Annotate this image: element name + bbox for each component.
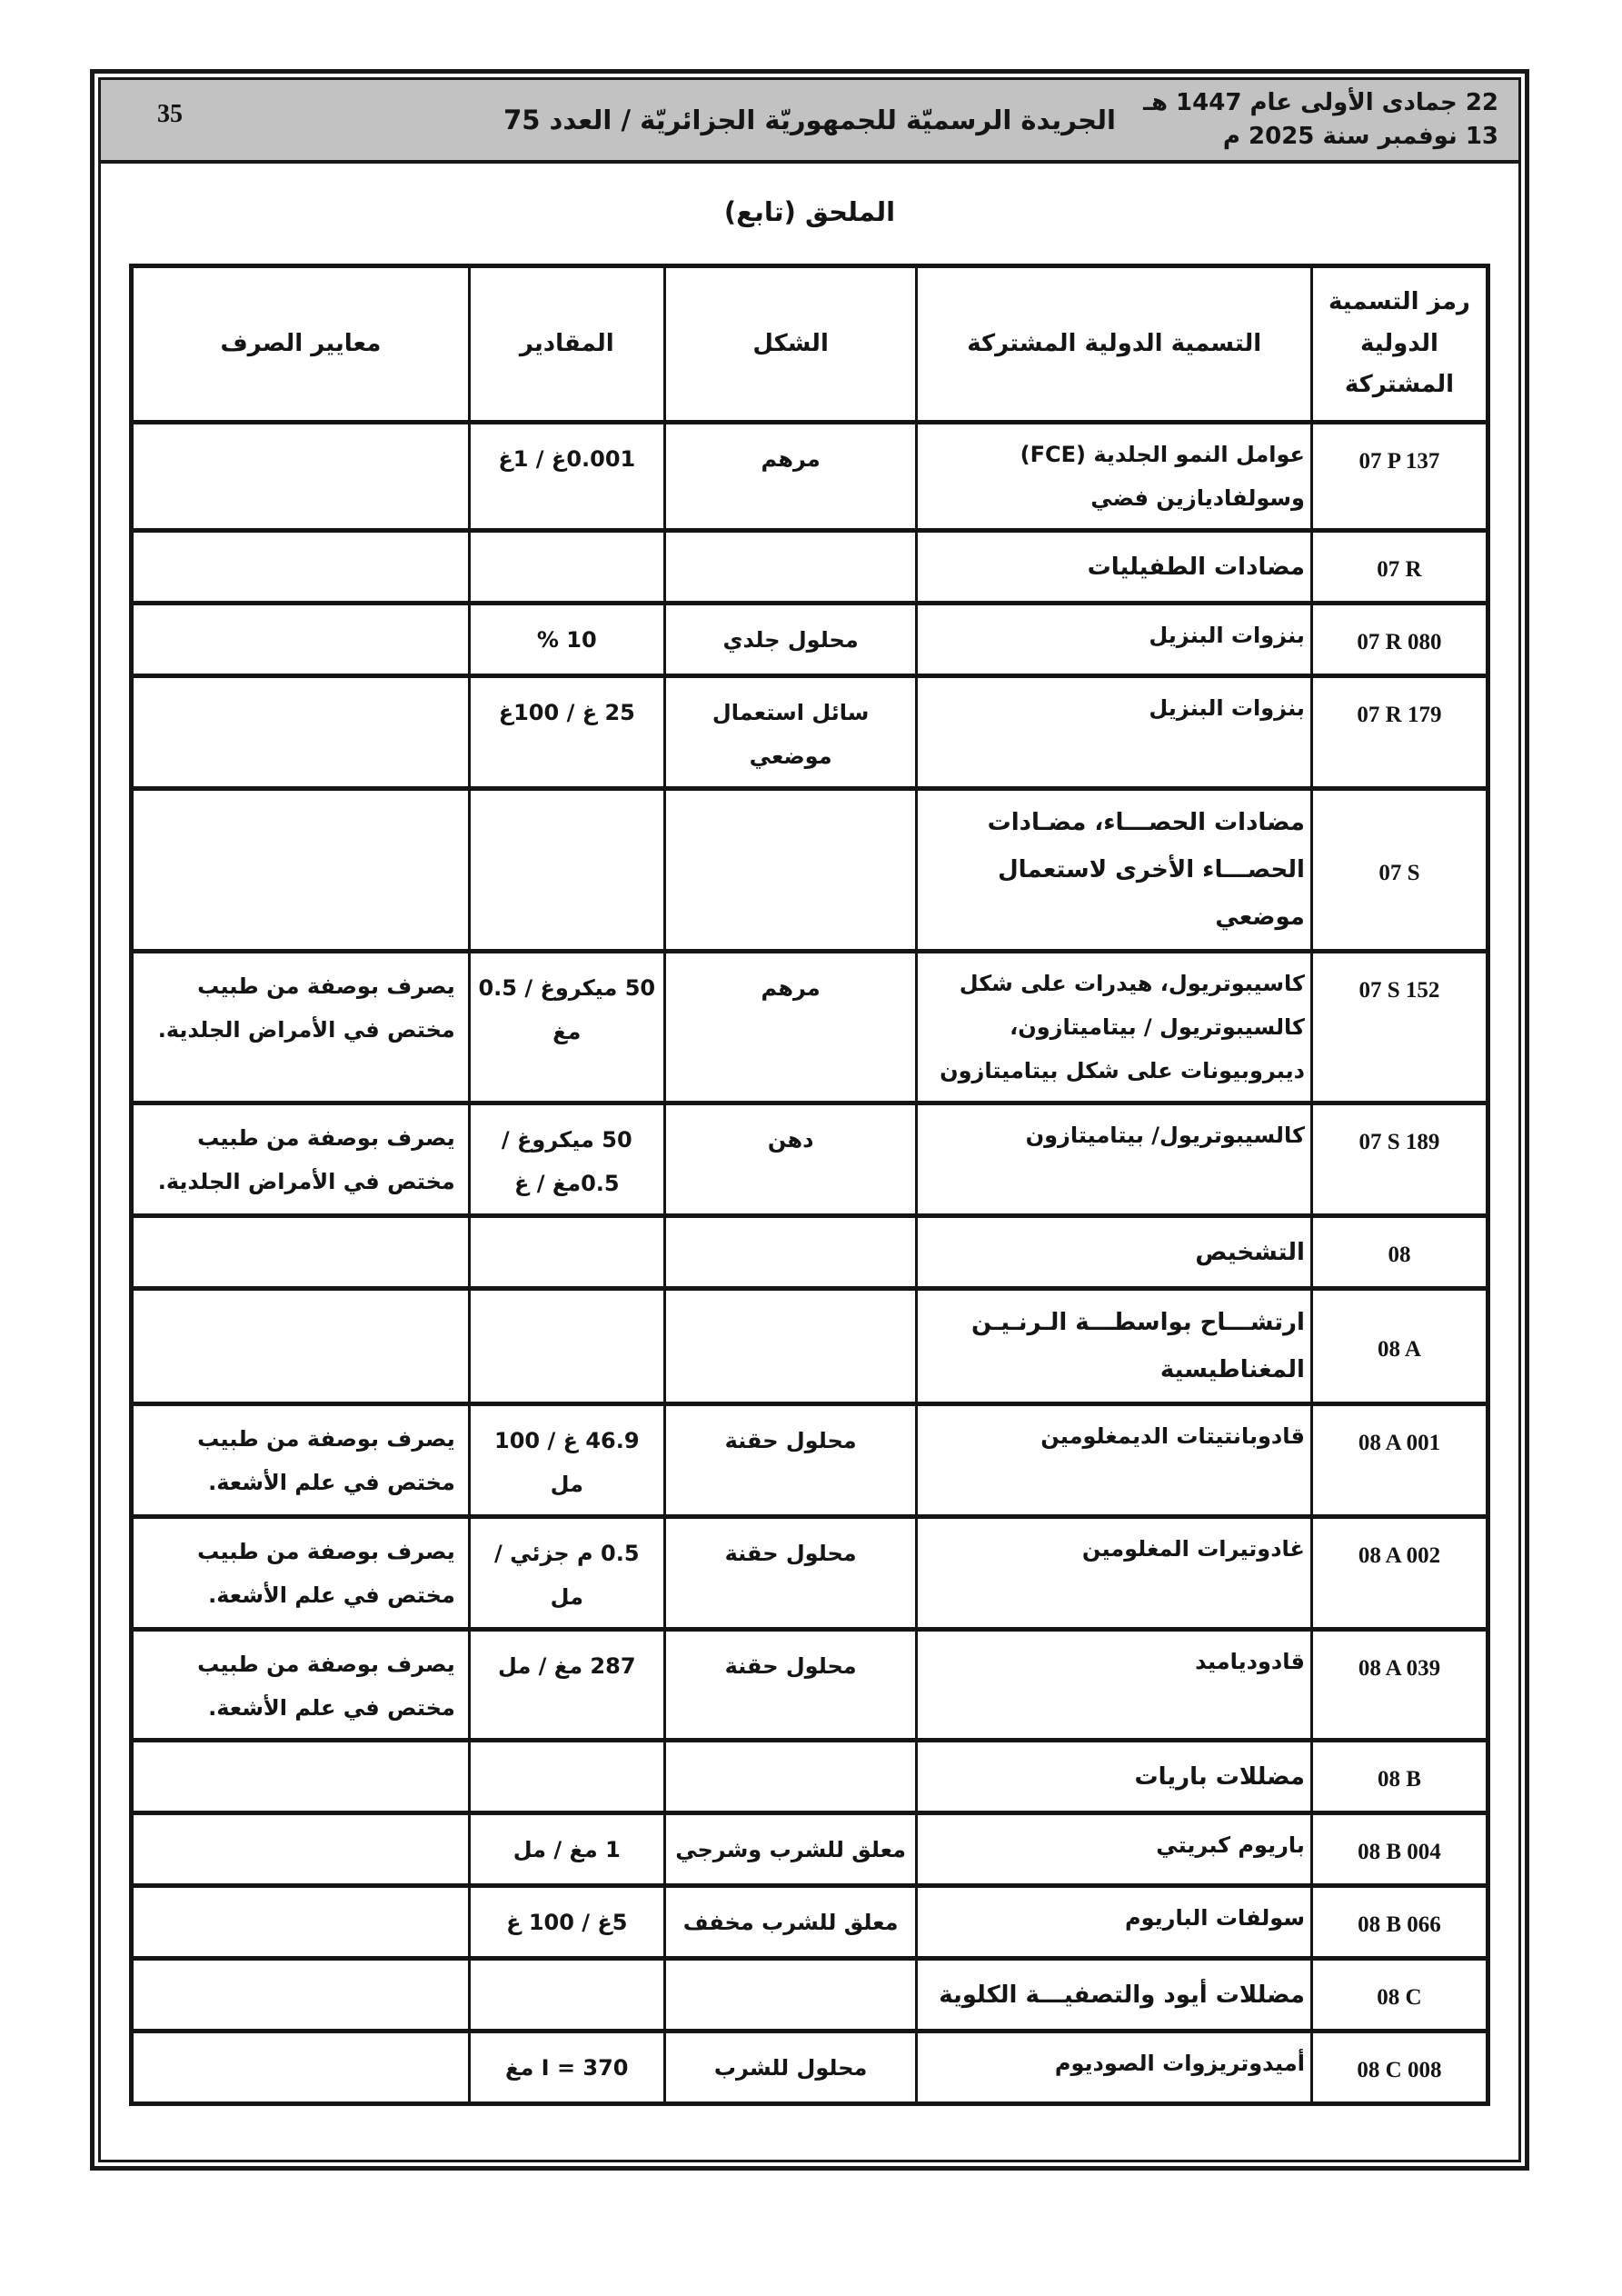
cell-qty xyxy=(469,1959,664,2031)
table-row xyxy=(132,952,1488,1103)
cell-code: 07 R xyxy=(1311,531,1488,604)
cell-code: 08 A xyxy=(1311,1289,1488,1404)
cell-qty: I = 370 مغ xyxy=(469,2031,664,2104)
cell-criteria xyxy=(132,1813,470,1886)
journal-title: الجريدة الرسميّة للجمهوريّة الجزائريّة / العدد 75 xyxy=(503,105,1116,135)
cell-criteria xyxy=(132,1959,470,2031)
cell-form: معلق للشرب وشرجي xyxy=(664,1813,917,1886)
table-header xyxy=(132,266,1488,423)
header-row xyxy=(132,266,1488,423)
header-code: رمز التسمية الدولية المشتركة xyxy=(1311,266,1488,423)
header-name: التسمية الدولية المشتركة xyxy=(917,266,1311,423)
cell-qty xyxy=(469,531,664,604)
cell-qty: 5غ / 100 غ xyxy=(469,1886,664,1959)
cell-name: كالسيبوتريول/ بيتاميتازون xyxy=(917,1103,1311,1216)
cell-name: سولفات الباريوم xyxy=(917,1886,1311,1959)
cell-qty: 50 ميكروغ / 0.5 مغ xyxy=(469,952,664,1103)
cell-form: محلول للشرب xyxy=(664,2031,917,2104)
cell-criteria xyxy=(132,423,470,531)
cell-code: 07 S 152 xyxy=(1311,952,1488,1103)
cell-form: مرهم xyxy=(664,423,917,531)
cell-criteria xyxy=(132,531,470,604)
cell-name: أميدوتريزوات الصوديوم xyxy=(917,2031,1311,2104)
section-row xyxy=(132,531,1488,604)
nomenclature-table xyxy=(129,264,1490,2106)
cell-qty: 46.9 غ / 100 مل xyxy=(469,1404,664,1517)
gregorian-date: 13 نوفمبر سنة 2025 م xyxy=(1222,122,1498,150)
masthead xyxy=(101,80,1518,164)
cell-name: ارتشـــاح بواسطـــة الـرنـيـن المغناطيسية xyxy=(917,1289,1311,1404)
cell-name: بنزوات البنزيل xyxy=(917,604,1311,676)
cell-criteria: يصرف بوصفة من طبيب مختص في علم الأشعة. xyxy=(132,1630,470,1741)
cell-criteria: يصرف بوصفة من طبيب مختص في علم الأشعة. xyxy=(132,1404,470,1517)
cell-code: 07 R 179 xyxy=(1311,676,1488,789)
cell-criteria: يصرف بوصفة من طبيب مختص في الأمراض الجلدية. xyxy=(132,1103,470,1216)
cell-form: مرهم xyxy=(664,952,917,1103)
table-body xyxy=(132,423,1488,2104)
masthead-dates xyxy=(1143,86,1498,154)
hijri-date: 22 جمادى الأولى عام 1447 هـ xyxy=(1143,89,1498,116)
page-frame xyxy=(90,69,1529,2171)
table-row xyxy=(132,1517,1488,1630)
cell-code: 08 B xyxy=(1311,1741,1488,1813)
header-dispensing-criteria: معايير الصرف xyxy=(132,266,470,423)
cell-code: 08 B 004 xyxy=(1311,1813,1488,1886)
page-frame-inner xyxy=(98,77,1521,2162)
table-row xyxy=(132,423,1488,531)
cell-qty xyxy=(469,1289,664,1404)
cell-code: 08 C 008 xyxy=(1311,2031,1488,2104)
cell-criteria xyxy=(132,1216,470,1289)
cell-name: التشخيص xyxy=(917,1216,1311,1289)
cell-name: مضادات الحصـــاء، مضـادات الحصـــاء الأخرى لاستعمال موضعي xyxy=(917,789,1311,952)
section-row xyxy=(132,1216,1488,1289)
cell-code: 07 S xyxy=(1311,789,1488,952)
table-row xyxy=(132,1103,1488,1216)
cell-form xyxy=(664,531,917,604)
cell-name: قادوبانتيتات الديمغلومين xyxy=(917,1404,1311,1517)
cell-code: 08 A 039 xyxy=(1311,1630,1488,1741)
cell-qty: 287 مغ / مل xyxy=(469,1630,664,1741)
cell-qty: 0.001غ / 1غ xyxy=(469,423,664,531)
cell-code: 08 B 066 xyxy=(1311,1886,1488,1959)
cell-qty: 50 ميكروغ / 0.5مغ / غ xyxy=(469,1103,664,1216)
header-quantities: المقادير xyxy=(469,266,664,423)
cell-name: قادودياميد xyxy=(917,1630,1311,1741)
cell-name: مضللات باريات xyxy=(917,1741,1311,1813)
page-number: 35 xyxy=(157,100,183,128)
cell-form: دهن xyxy=(664,1103,917,1216)
cell-code: 08 xyxy=(1311,1216,1488,1289)
section-row xyxy=(132,1289,1488,1404)
cell-criteria xyxy=(132,1289,470,1404)
cell-form: محلول حقنة xyxy=(664,1517,917,1630)
cell-criteria xyxy=(132,789,470,952)
cell-criteria xyxy=(132,2031,470,2104)
section-row xyxy=(132,1741,1488,1813)
cell-criteria: يصرف بوصفة من طبيب مختص في الأمراض الجلدية. xyxy=(132,952,470,1103)
table-row xyxy=(132,2031,1488,2104)
cell-name: بنزوات البنزيل xyxy=(917,676,1311,789)
cell-code: 08 A 001 xyxy=(1311,1404,1488,1517)
header-form: الشكل xyxy=(664,266,917,423)
cell-name: غادوتيرات المغلومين xyxy=(917,1517,1311,1630)
cell-form xyxy=(664,789,917,952)
cell-qty xyxy=(469,789,664,952)
cell-code: 08 A 002 xyxy=(1311,1517,1488,1630)
cell-code: 07 R 080 xyxy=(1311,604,1488,676)
cell-form: محلول حقنة xyxy=(664,1404,917,1517)
cell-form: سائل استعمال موضعي xyxy=(664,676,917,789)
section-row xyxy=(132,789,1488,952)
cell-form: محلول حقنة xyxy=(664,1630,917,1741)
cell-qty xyxy=(469,1741,664,1813)
cell-criteria xyxy=(132,1886,470,1959)
cell-criteria: يصرف بوصفة من طبيب مختص في علم الأشعة. xyxy=(132,1517,470,1630)
cell-form: معلق للشرب مخفف xyxy=(664,1886,917,1959)
cell-name: مضللات أيود والتصفيـــة الكلوية xyxy=(917,1959,1311,2031)
cell-name: كاسيبوتريول، هيدرات على شكل كالسيبوتريول / بيتاميتازون، ديبروبيونات على شكل بيتاميتازون xyxy=(917,952,1311,1103)
nomenclature-table-wrap xyxy=(129,264,1490,2106)
table-row xyxy=(132,1813,1488,1886)
cell-code: 07 P 137 xyxy=(1311,423,1488,531)
cell-criteria xyxy=(132,604,470,676)
cell-code: 08 C xyxy=(1311,1959,1488,2031)
table-row xyxy=(132,1404,1488,1517)
table-row xyxy=(132,676,1488,789)
cell-name: باريوم كبريتي xyxy=(917,1813,1311,1886)
cell-form xyxy=(664,1216,917,1289)
cell-form xyxy=(664,1741,917,1813)
cell-form xyxy=(664,1289,917,1404)
cell-form: محلول جلدي xyxy=(664,604,917,676)
cell-qty: 0.5 م جزئي / مل xyxy=(469,1517,664,1630)
table-row xyxy=(132,1630,1488,1741)
cell-qty: 1 مغ / مل xyxy=(469,1813,664,1886)
cell-qty: 25 غ / 100غ xyxy=(469,676,664,789)
cell-form xyxy=(664,1959,917,2031)
cell-criteria xyxy=(132,676,470,789)
table-row xyxy=(132,1886,1488,1959)
cell-qty xyxy=(469,1216,664,1289)
section-row xyxy=(132,1959,1488,2031)
cell-qty: 10 % xyxy=(469,604,664,676)
cell-name: عوامل النمو الجلدية (FCE) وسولفاديازين فضي xyxy=(917,423,1311,531)
annex-title: الملحق (تابع) xyxy=(723,196,896,227)
cell-criteria xyxy=(132,1741,470,1813)
cell-name: مضادات الطفيليات xyxy=(917,531,1311,604)
table-row xyxy=(132,604,1488,676)
cell-code: 07 S 189 xyxy=(1311,1103,1488,1216)
